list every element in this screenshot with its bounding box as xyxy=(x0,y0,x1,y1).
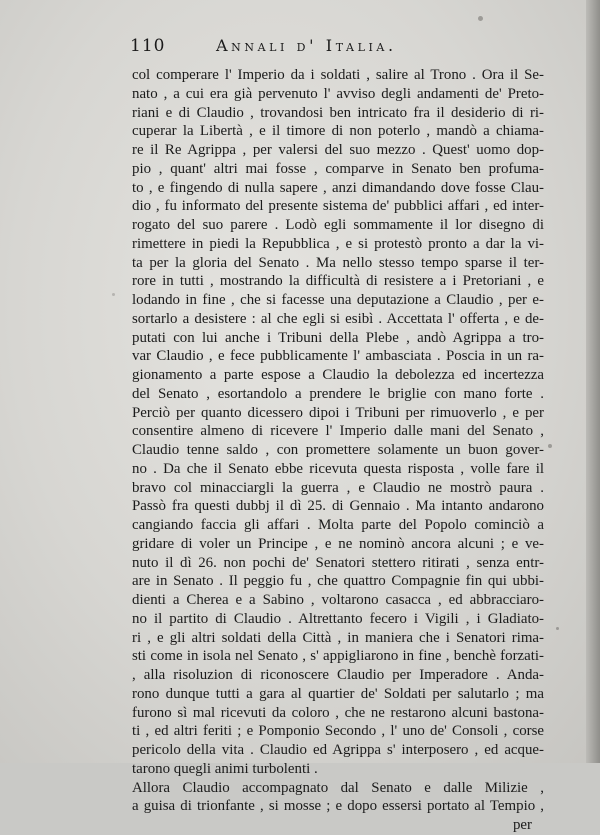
catchword: per xyxy=(512,817,532,833)
text-line: nuto il dì 26. non pochi de' Senatori stettero ritirati , senza entr- xyxy=(132,554,544,571)
text-line: rore in tutti , mostrando la difficultà di resistere a i Pretoriani , e xyxy=(132,273,544,290)
text-line: no . Da che il Senato ebbe ricevuta questa risposta , volle fare il xyxy=(132,460,544,477)
paper-spot xyxy=(478,16,483,21)
text-line: gionamento a parte espose a Claudio la debolezza ed incertezza xyxy=(132,367,544,383)
text-line: , alla risoluzion di riconoscere Claudio per Imperadore . Anda- xyxy=(132,667,544,683)
text-line: del Senato , esortandolo a prendere le briglie con mano forte . xyxy=(132,385,544,402)
text-line: gridare di voler un Principe , e ne nominò ancora alcuni ; e ve- xyxy=(132,535,544,552)
text-line: pericolo della vita . Claudio ed Agrippa s' interposero , ed acque- xyxy=(132,742,544,758)
text-line: sortarlo a desistere : al che egli si esibì . Accettata l' offerta , e de- xyxy=(132,310,544,327)
text-line: tarono quegli animi turbolenti . xyxy=(132,760,318,777)
text-line: Allora Claudio accompagnato dal Senato e dalle Milizie , xyxy=(132,779,544,796)
text-line: cangiando faccia gli affari . Molta parte del Popolo cominciò a xyxy=(132,517,544,533)
text-line: col comperare l' Imperio da i soldati , salire al Trono . Ora il Se- xyxy=(132,67,544,83)
page-number: 110 xyxy=(130,36,166,56)
text-line: sti come in isola nel Senato , s' appigliarono in fine , benchè forzati- xyxy=(132,648,544,665)
text-line: ri , e gli altri soldati della Città , in maniera che i Senatori rima- xyxy=(132,629,544,646)
text-line: rogato del suo parere . Lodò egli sommamente il lor disegno di xyxy=(132,217,544,233)
running-title: Annali d' Italia. xyxy=(216,36,397,55)
text-line: furono sì mal ricevuti da coloro , che ne restarono alcuni bastona- xyxy=(132,704,544,721)
text-line: cuperar la Libertà , e il timore di non poterlo , mandò a chiama- xyxy=(132,123,544,140)
text-line: putati con lui anche i Tribuni della Plebe , andò Agrippa a tro- xyxy=(132,329,544,346)
text-line: pio , quant' altri mai fosse , comparve in Senato ben profuma- xyxy=(132,160,544,177)
text-line: rono dunque tutti a gara al quartier de' Soldati per salutarlo ; ma xyxy=(132,685,544,702)
text-line: are in Senato . Il peggio fu , che quattro Compagnie fin qui ubbi- xyxy=(132,573,544,590)
text-line: lodando in fine , che si facesse una deputazione a Claudio , per e- xyxy=(132,292,544,308)
text-line: dienti a Cherea e a Sabino , voltarono casacca , ed abbracciaro- xyxy=(132,592,544,608)
paper-spot xyxy=(556,627,559,630)
text-line: to , e fingendo di nulla sapere , anzi dimandando dove fosse Clau- xyxy=(132,179,544,196)
text-line: var Claudio , e fece pubblicamente l' ambasciata . Poscia in un ra- xyxy=(132,348,544,365)
paper-spot xyxy=(548,444,552,448)
text-line: consentire almeno di ricevere l' Imperio dalle mani del Senato , xyxy=(132,423,544,440)
text-line: no il partito di Claudio . Altrettanto fecero i Vigili , i Gladiato- xyxy=(132,610,544,627)
text-line: rimettere in piedi la Repubblica , e si protestò pronto a dar la vi- xyxy=(132,235,544,252)
text-line: bravo col minacciargli la guerra , e Claudio ne mostrò paura . xyxy=(132,479,544,496)
text-line: ta per la gloria del Senato . Ma nello stesso tempo sparse il ter- xyxy=(132,254,544,271)
text-line: nato , a cui era già pervenuto l' avviso degli andamenti de' Preto- xyxy=(132,85,544,102)
paper-spot xyxy=(112,293,115,296)
text-line: riani e di Claudio , trovandosi ben intricato fra il desiderio di ri- xyxy=(132,104,544,121)
page-spine-shadow xyxy=(586,0,600,763)
text-line: Passò fra questi dubbj il dì 25. di Gennaio . Ma intanto andarono xyxy=(132,498,544,515)
text-line: ti , ed altri feriti ; e Pomponio Secondo , l' uno de' Consoli , corse xyxy=(132,723,544,740)
text-line: Claudio tenne saldo , con promettere solamente un buon gover- xyxy=(132,442,544,458)
text-line: re il Re Agrippa , per valersi del suo mezzo . Quest' uomo dop- xyxy=(132,142,544,158)
text-line: a guisa di trionfante , si mosse ; e dopo essersi portato al Tempio , xyxy=(132,798,544,815)
text-line: Perciò per quanto dicessero dipoi i Tribuni per rimuoverlo , e per xyxy=(132,404,544,421)
body-text xyxy=(132,66,544,835)
text-line: dio , fu informato del presente sistema de' pubblici affari , ed inter- xyxy=(132,198,544,215)
page-header xyxy=(130,36,460,58)
